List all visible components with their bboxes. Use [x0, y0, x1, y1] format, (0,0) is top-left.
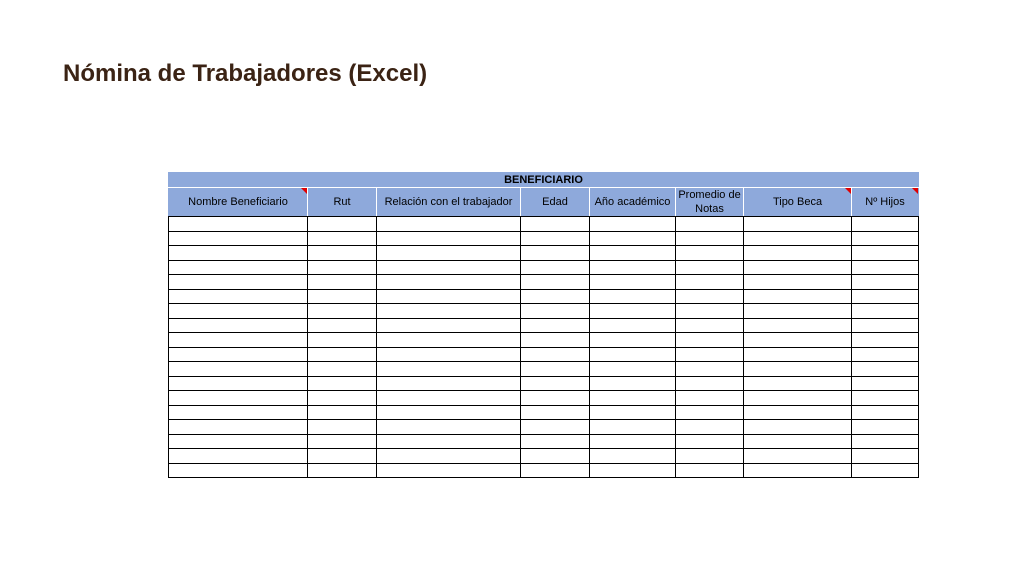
table-cell[interactable]	[377, 362, 521, 377]
column-header[interactable]	[852, 188, 919, 217]
table-cell[interactable]	[521, 376, 590, 391]
table-cell[interactable]	[521, 463, 590, 478]
table-cell[interactable]	[521, 217, 590, 232]
table-row	[169, 246, 919, 261]
table-cell[interactable]	[676, 463, 744, 478]
table-cell[interactable]	[308, 289, 377, 304]
table-cell[interactable]	[521, 246, 590, 261]
column-header-label: Nombre Beneficiario	[188, 196, 288, 208]
table-cell[interactable]	[676, 405, 744, 420]
table-cell[interactable]	[852, 420, 919, 435]
table-cell[interactable]	[676, 246, 744, 261]
table-cell[interactable]	[590, 463, 676, 478]
table-cell[interactable]	[308, 434, 377, 449]
table-cell[interactable]	[744, 391, 852, 406]
table-cell[interactable]	[521, 347, 590, 362]
table-cell[interactable]	[852, 362, 919, 377]
table-cell[interactable]	[169, 289, 308, 304]
table-cell[interactable]	[590, 405, 676, 420]
table-cell[interactable]	[590, 318, 676, 333]
table-cell[interactable]	[852, 318, 919, 333]
table-cell[interactable]	[169, 463, 308, 478]
table-cell[interactable]	[377, 347, 521, 362]
table-cell[interactable]	[744, 304, 852, 319]
table-row	[169, 275, 919, 290]
table-cell[interactable]	[308, 275, 377, 290]
table-cell[interactable]	[377, 391, 521, 406]
table-row	[169, 304, 919, 319]
table-row	[169, 347, 919, 362]
table-cell[interactable]	[676, 304, 744, 319]
table-cell[interactable]	[852, 376, 919, 391]
table-cell[interactable]	[744, 217, 852, 232]
table-cell[interactable]	[744, 260, 852, 275]
column-header[interactable]	[676, 188, 744, 217]
column-header[interactable]	[744, 188, 852, 217]
table-cell[interactable]	[308, 217, 377, 232]
table-row	[169, 434, 919, 449]
table-cell[interactable]	[852, 405, 919, 420]
table-cell[interactable]	[676, 347, 744, 362]
table-cell[interactable]	[590, 246, 676, 261]
table-row	[169, 333, 919, 348]
table-cell[interactable]	[169, 449, 308, 464]
table-cell[interactable]	[377, 463, 521, 478]
table-cell[interactable]	[521, 449, 590, 464]
table-cell[interactable]	[676, 434, 744, 449]
table-cell[interactable]	[308, 449, 377, 464]
table-cell[interactable]	[521, 275, 590, 290]
column-header-label: Relación con el trabajador	[384, 196, 513, 208]
table-cell[interactable]	[308, 246, 377, 261]
table-cell[interactable]	[308, 260, 377, 275]
table-row	[169, 420, 919, 435]
table-cell[interactable]	[852, 217, 919, 232]
table-cell[interactable]	[521, 362, 590, 377]
table-cell[interactable]	[744, 347, 852, 362]
table-row	[169, 391, 919, 406]
table-cell[interactable]	[744, 333, 852, 348]
table-cell[interactable]	[169, 333, 308, 348]
table-cell[interactable]	[521, 260, 590, 275]
table-cell[interactable]	[590, 376, 676, 391]
table-cell[interactable]	[676, 420, 744, 435]
table-cell[interactable]	[308, 304, 377, 319]
table-cell[interactable]	[744, 246, 852, 261]
table-row	[169, 217, 919, 232]
table-cell[interactable]	[590, 420, 676, 435]
table-cell[interactable]	[377, 275, 521, 290]
table-cell[interactable]	[852, 333, 919, 348]
table-cell[interactable]	[676, 289, 744, 304]
table-cell[interactable]	[169, 420, 308, 435]
table-cell[interactable]	[308, 362, 377, 377]
table-cell[interactable]	[377, 333, 521, 348]
table-cell[interactable]	[590, 333, 676, 348]
group-header-beneficiario: BENEFICIARIO	[169, 173, 919, 188]
table-cell[interactable]	[377, 260, 521, 275]
column-header-label: Tipo Beca	[772, 196, 823, 208]
table-cell[interactable]	[590, 217, 676, 232]
table-cell[interactable]	[169, 217, 308, 232]
table-row	[169, 260, 919, 275]
table-cell[interactable]	[590, 347, 676, 362]
table-cell[interactable]	[852, 434, 919, 449]
table-cell[interactable]	[590, 391, 676, 406]
beneficiary-table	[168, 172, 919, 478]
table-row	[169, 289, 919, 304]
table-cell[interactable]	[169, 347, 308, 362]
table-cell[interactable]	[852, 391, 919, 406]
table-cell[interactable]	[169, 318, 308, 333]
table-cell[interactable]	[377, 318, 521, 333]
table-cell[interactable]	[521, 318, 590, 333]
slide-title: Nómina de Trabajadores (Excel)	[63, 60, 428, 87]
table-cell[interactable]	[676, 376, 744, 391]
table-cell[interactable]	[744, 231, 852, 246]
table-cell[interactable]	[852, 304, 919, 319]
column-header-label: Edad	[542, 196, 568, 208]
table-cell[interactable]	[377, 217, 521, 232]
table-cell[interactable]	[377, 231, 521, 246]
column-header[interactable]	[521, 188, 590, 217]
table-cell[interactable]	[521, 420, 590, 435]
table-row	[169, 449, 919, 464]
column-header[interactable]	[169, 188, 308, 217]
table-cell[interactable]	[308, 420, 377, 435]
table-cell[interactable]	[521, 391, 590, 406]
table-cell[interactable]	[744, 275, 852, 290]
table-cell[interactable]	[308, 231, 377, 246]
table-cell[interactable]	[676, 362, 744, 377]
table-row	[169, 463, 919, 478]
table-cell[interactable]	[377, 405, 521, 420]
table-cell[interactable]	[521, 434, 590, 449]
table-cell[interactable]	[590, 449, 676, 464]
table-cell[interactable]	[308, 405, 377, 420]
table-row	[169, 231, 919, 246]
table-cell[interactable]	[169, 304, 308, 319]
table-cell[interactable]	[590, 362, 676, 377]
table-cell[interactable]	[744, 463, 852, 478]
table-cell[interactable]	[169, 275, 308, 290]
table-cell[interactable]	[521, 304, 590, 319]
table-cell[interactable]	[521, 231, 590, 246]
table-cell[interactable]	[852, 275, 919, 290]
table-cell[interactable]	[744, 420, 852, 435]
table-row	[169, 376, 919, 391]
table-cell[interactable]	[377, 289, 521, 304]
table-cell[interactable]	[852, 260, 919, 275]
table-cell[interactable]	[521, 333, 590, 348]
table-cell[interactable]	[377, 246, 521, 261]
comment-indicator-icon[interactable]	[912, 188, 918, 194]
table-cell[interactable]	[377, 449, 521, 464]
table-cell[interactable]	[744, 405, 852, 420]
table-row	[169, 405, 919, 420]
table-cell[interactable]	[169, 246, 308, 261]
column-header[interactable]	[377, 188, 521, 217]
table-cell[interactable]	[308, 347, 377, 362]
table-cell[interactable]	[744, 449, 852, 464]
table-cell[interactable]	[852, 463, 919, 478]
table-cell[interactable]	[169, 391, 308, 406]
column-header-label: Rut	[333, 196, 351, 208]
table-cell[interactable]	[590, 289, 676, 304]
table-cell[interactable]	[169, 434, 308, 449]
column-header[interactable]	[308, 188, 377, 217]
table-cell[interactable]	[169, 260, 308, 275]
table-cell[interactable]	[676, 217, 744, 232]
column-header-label: Nº Hijos	[865, 196, 905, 208]
table-cell[interactable]	[744, 362, 852, 377]
table-cell[interactable]	[744, 318, 852, 333]
table-row	[169, 362, 919, 377]
table-cell[interactable]	[169, 231, 308, 246]
table-cell[interactable]	[169, 405, 308, 420]
table-cell[interactable]	[744, 376, 852, 391]
table-cell[interactable]	[744, 434, 852, 449]
table-cell[interactable]	[676, 275, 744, 290]
table-cell[interactable]	[676, 391, 744, 406]
table-cell[interactable]	[377, 434, 521, 449]
column-header-label: Promedio de Notas	[678, 189, 741, 215]
table-cell[interactable]	[308, 463, 377, 478]
comment-indicator-icon[interactable]	[301, 188, 307, 194]
table-cell[interactable]	[308, 318, 377, 333]
table-cell[interactable]	[590, 260, 676, 275]
table-cell[interactable]	[590, 275, 676, 290]
table-cell[interactable]	[852, 246, 919, 261]
table-cell[interactable]	[377, 304, 521, 319]
table-cell[interactable]	[308, 391, 377, 406]
table-cell[interactable]	[676, 231, 744, 246]
column-header[interactable]	[590, 188, 676, 217]
table-cell[interactable]	[676, 318, 744, 333]
comment-indicator-icon[interactable]	[845, 188, 851, 194]
table-cell[interactable]	[377, 376, 521, 391]
table-cell[interactable]	[590, 434, 676, 449]
table-cell[interactable]	[744, 289, 852, 304]
table-cell[interactable]	[308, 376, 377, 391]
table-cell[interactable]	[676, 449, 744, 464]
table-cell[interactable]	[169, 362, 308, 377]
table-cell[interactable]	[521, 405, 590, 420]
table-cell[interactable]	[676, 333, 744, 348]
table-cell[interactable]	[590, 231, 676, 246]
table-cell[interactable]	[590, 304, 676, 319]
column-header-label: Año académico	[594, 196, 671, 208]
table-cell[interactable]	[676, 260, 744, 275]
table-cell[interactable]	[521, 289, 590, 304]
table-cell[interactable]	[308, 333, 377, 348]
table-cell[interactable]	[852, 449, 919, 464]
table-cell[interactable]	[852, 289, 919, 304]
table-cell[interactable]	[852, 347, 919, 362]
table-row	[169, 318, 919, 333]
table-cell[interactable]	[852, 231, 919, 246]
table-cell[interactable]	[377, 420, 521, 435]
table-cell[interactable]	[169, 376, 308, 391]
